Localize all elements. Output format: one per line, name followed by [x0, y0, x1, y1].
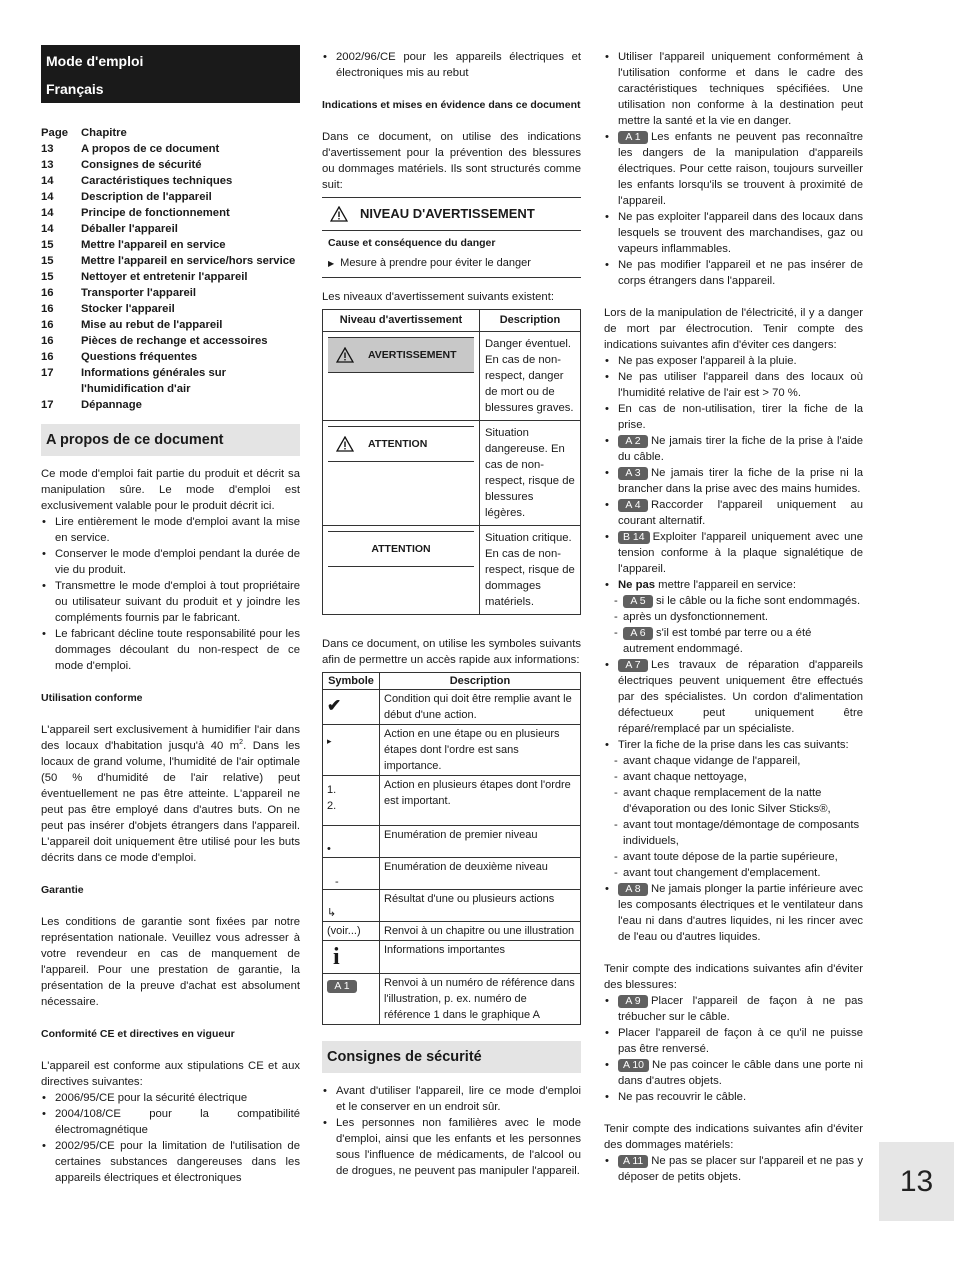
toc-page: 17 [41, 399, 54, 411]
toc-page: 13 [41, 159, 54, 171]
table-row [323, 725, 581, 776]
securite-list-2 [604, 129, 863, 289]
result-arrow-icon: ↳ [323, 890, 380, 922]
warning-measure: ▶ Mesure à prendre pour éviter le danger [328, 257, 531, 269]
electricity-intro: Lors de la manipulation de l'électricité, il y a danger de mort par électrocution. Tenir compte des indications suivantes afin d'éviter ces dangers: [604, 307, 863, 351]
reference-tag: A 4 [618, 499, 648, 512]
list-item: • Conserver le mode d'emploi pendant la durée de vie du produit. [41, 546, 300, 578]
level-name: AVERTISSEMENT [368, 349, 457, 361]
toc-chapter: Dépannage [81, 399, 142, 411]
toc-row [41, 269, 300, 285]
table-header: Symbole [323, 673, 380, 690]
list-item: • Ne pas mettre l'appareil en service: [604, 577, 863, 593]
toc-page: 14 [41, 191, 54, 203]
toc-chapter: Mise au rebut de l'appareil [81, 319, 223, 331]
level-desc: Danger éventuel. En cas de non-respect, danger de mort ou de blessures graves. [480, 332, 581, 421]
symbol-desc: Renvoi à un numéro de référence dans l'illustration, p. ex. numéro de référence 1 dans le graphique A [380, 974, 581, 1025]
level-desc: Situation critique. En cas de non-respect, risque de dommages matériels. [480, 526, 581, 615]
list-item: • Les personnes non familières avec le mode d'emploi, ainsi que les enfants et les personnes sous l'influence de médicaments, de l'alcool ou de drogues, ne peuvent pas manipuler l'appareil. [322, 1115, 581, 1179]
table-row [323, 690, 581, 725]
damage-intro: Tenir compte des indications suivantes afin d'éviter des dommages matériels: [604, 1123, 863, 1151]
reference-tag: A 6 [623, 627, 653, 640]
nepas-list [604, 593, 863, 657]
garantie-heading: Garantie [41, 884, 84, 896]
toc-row [41, 253, 300, 269]
reference-tag: B 14 [618, 531, 650, 544]
action-arrow-icon: ▶ [328, 259, 335, 268]
toc-page: 16 [41, 319, 54, 331]
table-row [323, 826, 581, 858]
table-row [323, 941, 581, 974]
bullet-symbol: • [323, 826, 380, 858]
symbols-intro: Dans ce document, on utilise les symboles suivants afin de permettre un accès rapide aux informations: [322, 638, 581, 666]
list-item: • A 11 Ne pas se placer sur l'appareil et ne pas y déposer de petits objets. [604, 1153, 863, 1185]
symbol-desc: Enumération de premier niveau [380, 826, 581, 858]
list-item: • A 3 Ne jamais tirer la fiche de la prise ni la brancher dans la prise avec des mains humides. [604, 465, 863, 497]
securite-list-continued [604, 49, 863, 129]
toc-row [41, 397, 300, 413]
symbol-desc: Renvoi à un chapitre ou une illustration [380, 922, 581, 941]
immersion-list [604, 881, 863, 945]
toc-chapter: Transporter l'appareil [81, 287, 197, 299]
list-item: • A 4 Raccorder l'appareil uniquement au courant alternatif. [604, 497, 863, 529]
repair-list [604, 657, 863, 753]
list-item: • A 9 Placer l'appareil de façon à ne pas trébucher sur le câble. [604, 993, 863, 1025]
symbol-desc: Action en une étape ou en plusieurs étapes dont l'ordre est sans importance. [380, 725, 581, 776]
injury-intro: Tenir compte des indications suivantes afin d'éviter des blessures: [604, 963, 863, 991]
table-row [323, 332, 581, 421]
list-item: • Le fabricant décline toute responsabilité pour les dommages découlant du non-respect de ce mode d'emploi. [41, 626, 300, 674]
list-item: • Transmettre le mode d'emploi à tout propriétaire ou utilisateur suivant du produit et y joindre les compléments fournis par le fabricant. [41, 578, 300, 626]
list-item: - après un dysfonctionnement. [604, 609, 863, 625]
toc-row [41, 285, 300, 301]
list-item: - A 5 si le câble ou la fiche sont endommagés. [604, 593, 863, 609]
garantie-text: Les conditions de garantie sont fixées par notre représentation nationale. Veuillez vous adresser à votre revendeur en cas de manquement de l'appareil. Pour une prestation de garantie, la présentation de la preuve d'achat est absolument nécessaire. [41, 916, 300, 1008]
list-item: • Utiliser l'appareil uniquement conformément à l'utilisation conforme et dans le cadre des caractéristiques techniques spécifiées. Une utilisation non conforme à la destination peut mettre la santé et la vie en danger. [604, 49, 863, 129]
table-header: Description [380, 673, 581, 690]
list-item: • A 10 Ne pas coincer le câble dans une porte ni dans d'autres objets. [604, 1057, 863, 1089]
toc-chapter: Stocker l'appareil [81, 303, 175, 315]
toc-page: 16 [41, 335, 54, 347]
toc-chapter: Consignes de sécurité [81, 159, 202, 171]
list-item: • Ne pas exploiter l'appareil dans des locaux dans lesquels se trouvent des marchandises, gaz ou vapeurs inflammables. [604, 209, 863, 257]
table-header: Description [480, 310, 581, 332]
list-item: - avant chaque remplacement de la natte d'évaporation ou des Ionic Silver Sticks®, [604, 785, 863, 817]
column-1 [41, 45, 300, 1186]
toc-chapter: Mettre l'appareil en service/hors service [81, 255, 296, 267]
toc-chapter: Caractéristiques techniques [81, 175, 233, 187]
reference-tag: A 9 [618, 995, 648, 1008]
symbols-table [322, 672, 581, 1025]
symbol-desc: Enumération de deuxième niveau [380, 858, 581, 890]
symbol-desc: Condition qui doit être remplie avant le début d'une action. [380, 690, 581, 725]
damage-list [604, 1153, 863, 1185]
indications-intro: Dans ce document, on utilise des indications d'avertissement pour la prévention des blessures ou dommages matériels. Ils sont structurés comme suit: [322, 131, 581, 191]
electricity-list [604, 353, 863, 577]
usage-text: L'appareil sert exclusivement à humidifier l'air dans des locaux d'habitation jusqu'à 40 $m^2$. Dans les locaux de grand volume, l'humidité de l'air optimale (50 % d'humidité de l'air relative) peut éventuellement ne pas être atteinte. L'appareil ne peut pas être employé dans d'autres buts. On ne peut pas insérer d'objets étrangers dans l'appareil. L'appareil doit uniquement être utilisé pour les buts décrits dans ce mode d'emploi. [41, 724, 301, 864]
list-item: - avant chaque vidange de l'appareil, [604, 753, 863, 769]
reference-tag: A 5 [623, 595, 653, 608]
indications-heading: Indications et mises en évidence dans ce document [322, 99, 581, 111]
toc-page: 14 [41, 207, 54, 219]
ce-list-continued [322, 49, 581, 81]
injury-list [604, 993, 863, 1105]
toc-row [41, 333, 300, 349]
ce-heading: Conformité CE et directives en vigueur [41, 1028, 235, 1040]
see-reference-symbol: (voir...) [323, 922, 380, 941]
securite-list [322, 1083, 581, 1179]
toc-page: 16 [41, 287, 54, 299]
list-item: • Lire entièrement le mode d'emploi avant la mise en service. [41, 514, 300, 546]
reference-tag: A 8 [618, 883, 648, 896]
reference-tag: A 2 [618, 435, 648, 448]
numbered-steps-symbol: 1. 2. [323, 776, 380, 826]
apropos-list [41, 514, 300, 674]
header-box [41, 45, 300, 103]
warning-box-example [322, 197, 581, 278]
list-item: • En cas de non-utilisation, tirer la fiche de la prise. [604, 401, 863, 433]
reference-tag: A 7 [618, 659, 648, 672]
ce-intro: L'appareil est conforme aux stipulations CE et aux directives suivantes: [41, 1060, 300, 1088]
level-name: ATTENTION [368, 438, 428, 450]
table-of-contents [41, 125, 300, 413]
toc-row [41, 141, 300, 157]
toc-page: 16 [41, 303, 54, 315]
warning-cause: Cause et conséquence du danger [328, 237, 496, 249]
toc-chapter: Déballer l'appareil [81, 223, 178, 235]
reference-tag: A 3 [618, 467, 648, 480]
toc-row [41, 221, 300, 237]
list-item: • Ne pas exposer l'appareil à la pluie. [604, 353, 863, 369]
table-row [323, 890, 581, 922]
symbol-desc: Action en plusieurs étapes dont l'ordre est important. [380, 776, 581, 826]
table-row [323, 922, 581, 941]
list-item: • Ne pas modifier l'appareil et ne pas insérer de corps étrangers dans l'appareil. [604, 257, 863, 289]
list-item: • Placer l'appareil de façon à ce qu'il ne puisse pas être renversé. [604, 1025, 863, 1057]
list-item: • A 7 Les travaux de réparation d'appareils électriques peuvent uniquement être effectués par des spécialistes. Un cordon d'alimentation défectueux peut uniquement être réparé/remplacé par un spécialiste. [604, 657, 863, 737]
toc-chapter: Informations générales sur l'humidification d'air [81, 367, 227, 395]
list-item: • A 2 Ne jamais tirer la fiche de la prise à l'aide du câble. [604, 433, 863, 465]
toc-chapter: Pièces de rechange et accessoires [81, 335, 268, 347]
list-item: • Tirer la fiche de la prise dans les cas suivants: [604, 737, 863, 753]
toc-row [41, 205, 300, 221]
warning-level-title: NIVEAU D'AVERTISSEMENT [360, 206, 535, 221]
reference-tag: A 1 [327, 980, 357, 993]
action-arrow-icon: ▸ [323, 725, 380, 776]
list-item: - avant tout changement d'emplacement. [604, 865, 863, 881]
toc-page: 15 [41, 239, 54, 251]
toc-row [41, 189, 300, 205]
warning-triangle-icon [336, 436, 354, 452]
section-heading-securite: Consignes de sécurité [322, 1041, 581, 1073]
toc-row [41, 349, 300, 365]
toc-header-chapter: Chapitre [81, 127, 127, 139]
toc-chapter: Questions fréquentes [81, 351, 198, 363]
table-header: Niveau d'avertissement [323, 310, 480, 332]
toc-page: 16 [41, 351, 54, 363]
toc-row [41, 173, 300, 189]
column-2 [322, 49, 581, 1179]
dash-symbol: - [323, 858, 380, 890]
reference-tag: A 11 [618, 1155, 648, 1168]
toc-chapter: Mettre l'appareil en service [81, 239, 226, 251]
list-item: • Avant d'utiliser l'appareil, lire ce mode d'emploi et le conserver en un endroit sûr. [322, 1083, 581, 1115]
toc-chapter: Nettoyer et entretenir l'appareil [81, 271, 248, 283]
toc-row [41, 157, 300, 173]
symbol-desc: Résultat d'une ou plusieurs actions [380, 890, 581, 922]
table-row [323, 421, 581, 526]
levels-intro: Les niveaux d'avertissement suivants existent: [322, 291, 554, 303]
nepas-block [604, 577, 863, 593]
list-item: • 2006/95/CE pour la sécurité électrique [41, 1090, 300, 1106]
level-name: ATTENTION [371, 543, 431, 555]
toc-header-page: Page [41, 127, 69, 139]
section-heading-apropos: A propos de ce document [41, 424, 300, 456]
toc-page: 15 [41, 271, 54, 283]
toc-page: 13 [41, 143, 54, 155]
table-row [323, 974, 581, 1025]
toc-chapter: A propos de ce document [81, 143, 220, 155]
list-item: - avant toute dépose de la partie supérieure, [604, 849, 863, 865]
toc-page: 14 [41, 175, 54, 187]
symbol-desc: Informations importantes [380, 941, 581, 974]
list-item: • Ne pas utiliser l'appareil dans des locaux où l'humidité relative de l'air est > 70 %. [604, 369, 863, 401]
list-item: - avant tout montage/démontage de composants individuels, [604, 817, 863, 849]
table-row [323, 526, 581, 615]
toc-row [41, 237, 300, 253]
list-item: • A 1 Les enfants ne peuvent pas reconnaître les dangers de la manipulation d'appareils électriques. Pour cette raison, toujours surveiller les enfants lorsqu'ils se trouvent à proximité de l'appareil. [604, 129, 863, 209]
info-icon: i [323, 941, 380, 974]
table-row [323, 776, 581, 826]
apropos-intro: Ce mode d'emploi fait partie du produit et décrit sa manipulation sûre. Le mode d'emploi est exclusivement valable pour le produit décrit ici. [41, 468, 300, 512]
toc-chapter: Principe de fonctionnement [81, 207, 230, 219]
list-item: • 2002/95/CE pour la limitation de l'utilisation de certaines substances dangereuses dans les appareils électriques et électroniques [41, 1138, 300, 1186]
list-item: • A 8 Ne jamais plonger la partie inférieure avec les composants électriques et le ventilateur dans l'eau ni dans d'autres liquides, ni les rincer avec de l'eau ou d'autres liquides. [604, 881, 863, 945]
usage-heading: Utilisation conforme [41, 692, 143, 704]
list-item: • Ne pas recouvrir le câble. [604, 1089, 863, 1105]
list-item: - avant chaque nettoyage, [604, 769, 863, 785]
manual-title: Mode d'emploi [46, 53, 144, 69]
list-item: • 2004/108/CE pour la compatibilité électromagnétique [41, 1106, 300, 1138]
level-desc: Situation dangereuse. En cas de non-respect, risque de blessures légères. [480, 421, 581, 526]
warning-triangle-icon [336, 347, 354, 363]
warning-levels-table [322, 309, 581, 615]
column-3 [604, 49, 863, 1185]
toc-row [41, 365, 300, 397]
warning-triangle-icon [330, 206, 348, 222]
page-number: 13 [879, 1142, 954, 1221]
toc-row [41, 317, 300, 333]
list-item: • B 14 Exploiter l'appareil uniquement avec une tension conforme à la plaque signalétique de l'appareil. [604, 529, 863, 577]
toc-chapter: Description de l'appareil [81, 191, 212, 203]
reference-tag: A 10 [618, 1059, 649, 1072]
check-icon: ✔ [323, 690, 380, 725]
toc-page: 17 [41, 367, 54, 379]
unplug-cases-list [604, 753, 863, 881]
list-item: • 2002/96/CE pour les appareils électriques et électroniques mis au rebut [322, 49, 581, 81]
language-label: Français [46, 81, 104, 97]
ce-list [41, 1090, 300, 1186]
toc-page: 14 [41, 223, 54, 235]
toc-page: 15 [41, 255, 54, 267]
list-item: - A 6 s'il est tombé par terre ou a été autrement endommagé. [604, 625, 863, 657]
toc-row [41, 301, 300, 317]
table-row [323, 858, 581, 890]
reference-tag: A 1 [618, 131, 648, 144]
